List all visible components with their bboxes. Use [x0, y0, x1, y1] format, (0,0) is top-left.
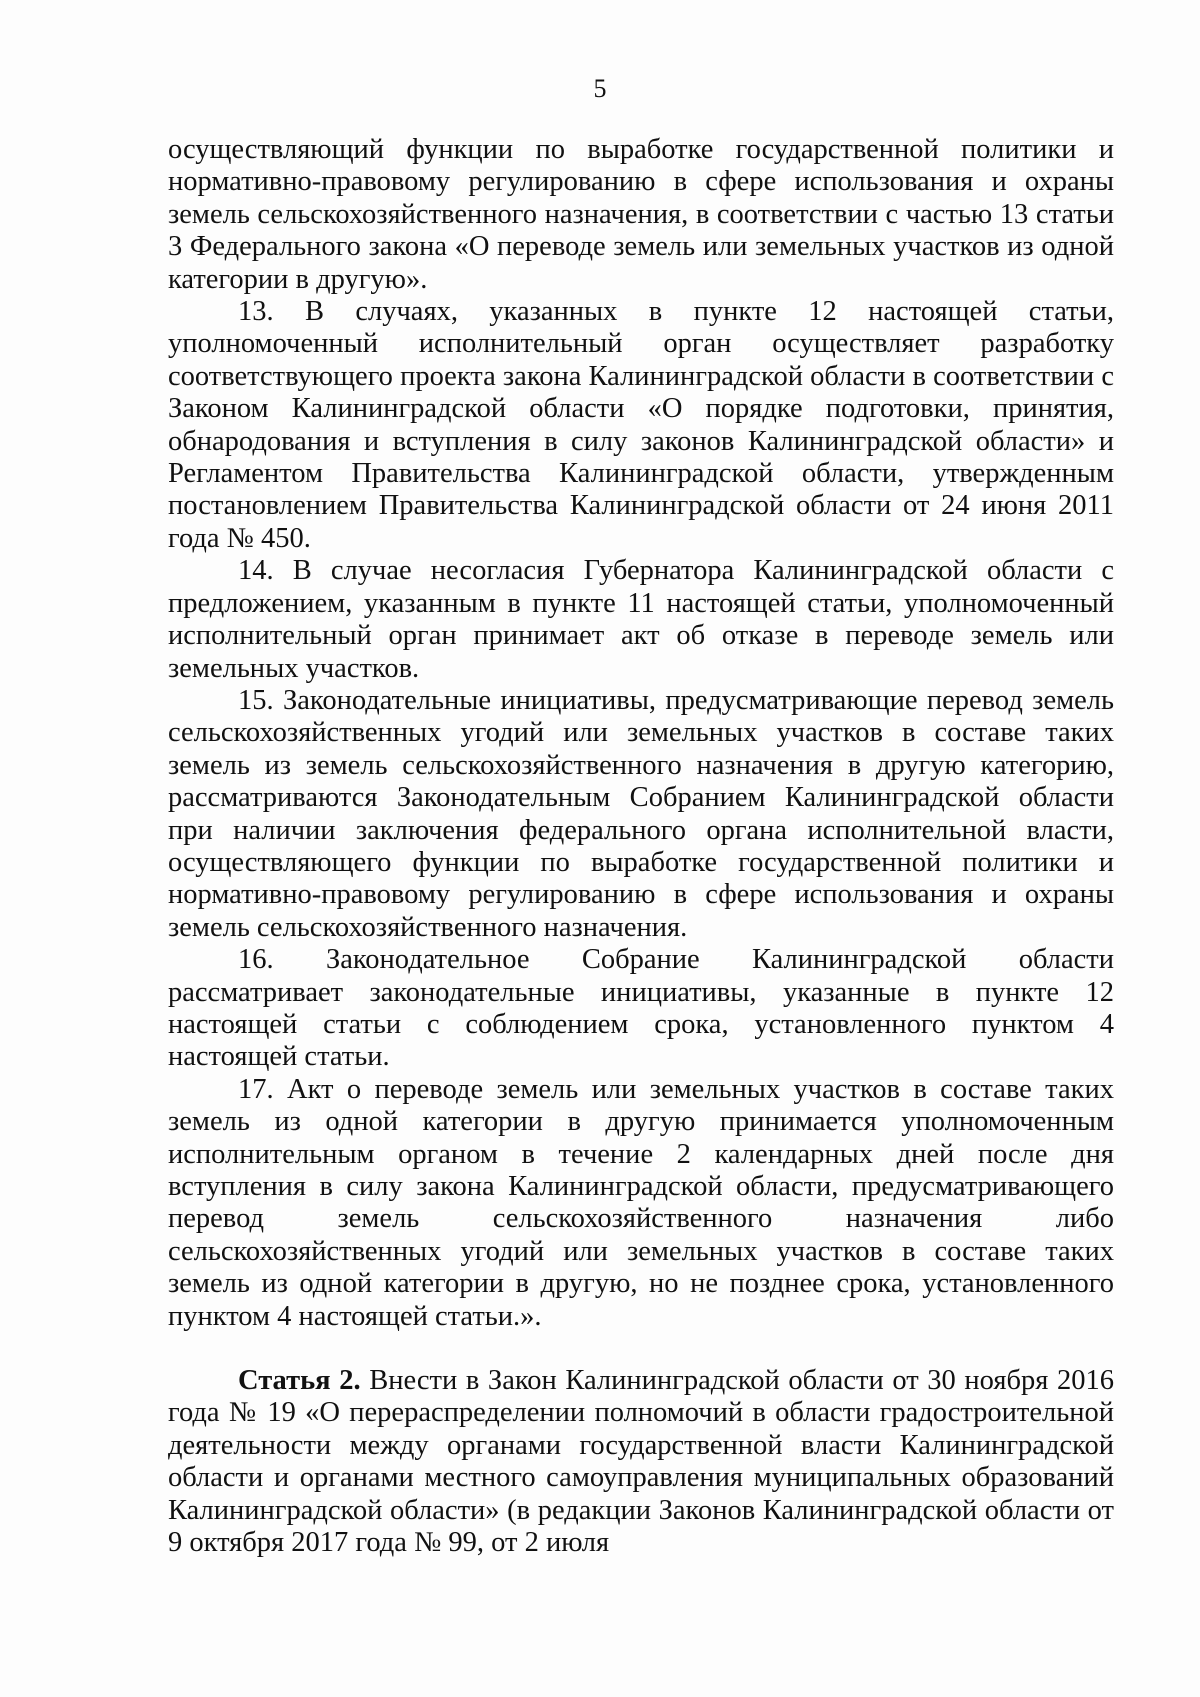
article-heading: Статья 2.	[238, 1365, 361, 1397]
paragraph-text: 17. Акт о переводе земель или земельных участков в составе таких земель из одной категории в другую принимается уполномоченным исполнительным органом в течение 2 календарных дней после дня вступления в силу закона Калининградской области, предусматривающего перевод земель сельскохозяйственного назначения либо сельскохозяйственных угодий или земельных участков в составе таких земель из одной категории в другую, но не позднее срока, установленного пунктом 4 настоящей статьи.».	[168, 1073, 1114, 1332]
page-number: 5	[593, 74, 607, 103]
paragraph-text: 13. В случаях, указанных в пункте 12 настоящей статьи, уполномоченный исполнительный орган осуществляет разработку соответствующего проекта закона Калининградской области в соответствии с Законом Калининградской области «О порядке подготовки, принятия, обнародования и вступления в силу законов Калининградской области» и Регламентом Правительства Калининградской области, утвержденным постановлением Правительства Калининградской области от 24 июня 2011 года № 450.	[168, 296, 1114, 554]
article-2-paragraph	[168, 1365, 1114, 1559]
paragraph-text: Внести в Закон Калининградской области от 30 ноября 2016 года № 19 «О перераспределении полномочий в области градостроительной деятельности между органами государственной власти Калининградской области и органами местного самоуправления муниципальных образований Калининградской области» (в редакции Законов Калининградской области от 9 октября 2017 года № 99, от 2 июля	[168, 1365, 1114, 1559]
paragraph-text: осуществляющий функции по выработке государственной политики и нормативно-правовому регулированию в сфере использования и охраны земель сельскохозяйственного назначения, в соответствии с частью 13 статьи 3 Федерального закона «О переводе земель или земельных участков из одной категории в другую».	[168, 134, 1114, 295]
paragraph-item-13	[168, 296, 1114, 555]
paragraph-item-14	[168, 555, 1114, 685]
paragraph-item-16	[168, 944, 1114, 1074]
document-body	[168, 134, 1114, 1559]
paragraph-item-15	[168, 685, 1114, 944]
paragraph-text: 14. В случае несогласия Губернатора Калининградской области с предложением, указанным в пункте 11 настоящей статьи, уполномоченный исполнительный орган принимает акт об отказе в переводе земель или земельных участков.	[168, 555, 1114, 684]
paragraph-item-17	[168, 1074, 1114, 1333]
paragraph-text: 16. Законодательное Собрание Калининградской области рассматривает законодательные инициативы, указанные в пункте 12 настоящей статьи с соблюдением срока, установленного пунктом 4 настоящей статьи.	[168, 944, 1114, 1073]
paragraph-continuation	[168, 134, 1114, 296]
paragraph-text: 15. Законодательные инициативы, предусматривающие перевод земель сельскохозяйственных угодий или земельных участков в составе таких земель из земель сельскохозяйственного назначения в другую категорию, рассматриваются Законодательным Собранием Калининградской области при наличии заключения федерального органа исполнительной власти, осуществляющего функции по выработке государственной политики и нормативно-правовому регулированию в сфере использования и охраны земель сельскохозяйственного назначения.	[168, 684, 1114, 943]
